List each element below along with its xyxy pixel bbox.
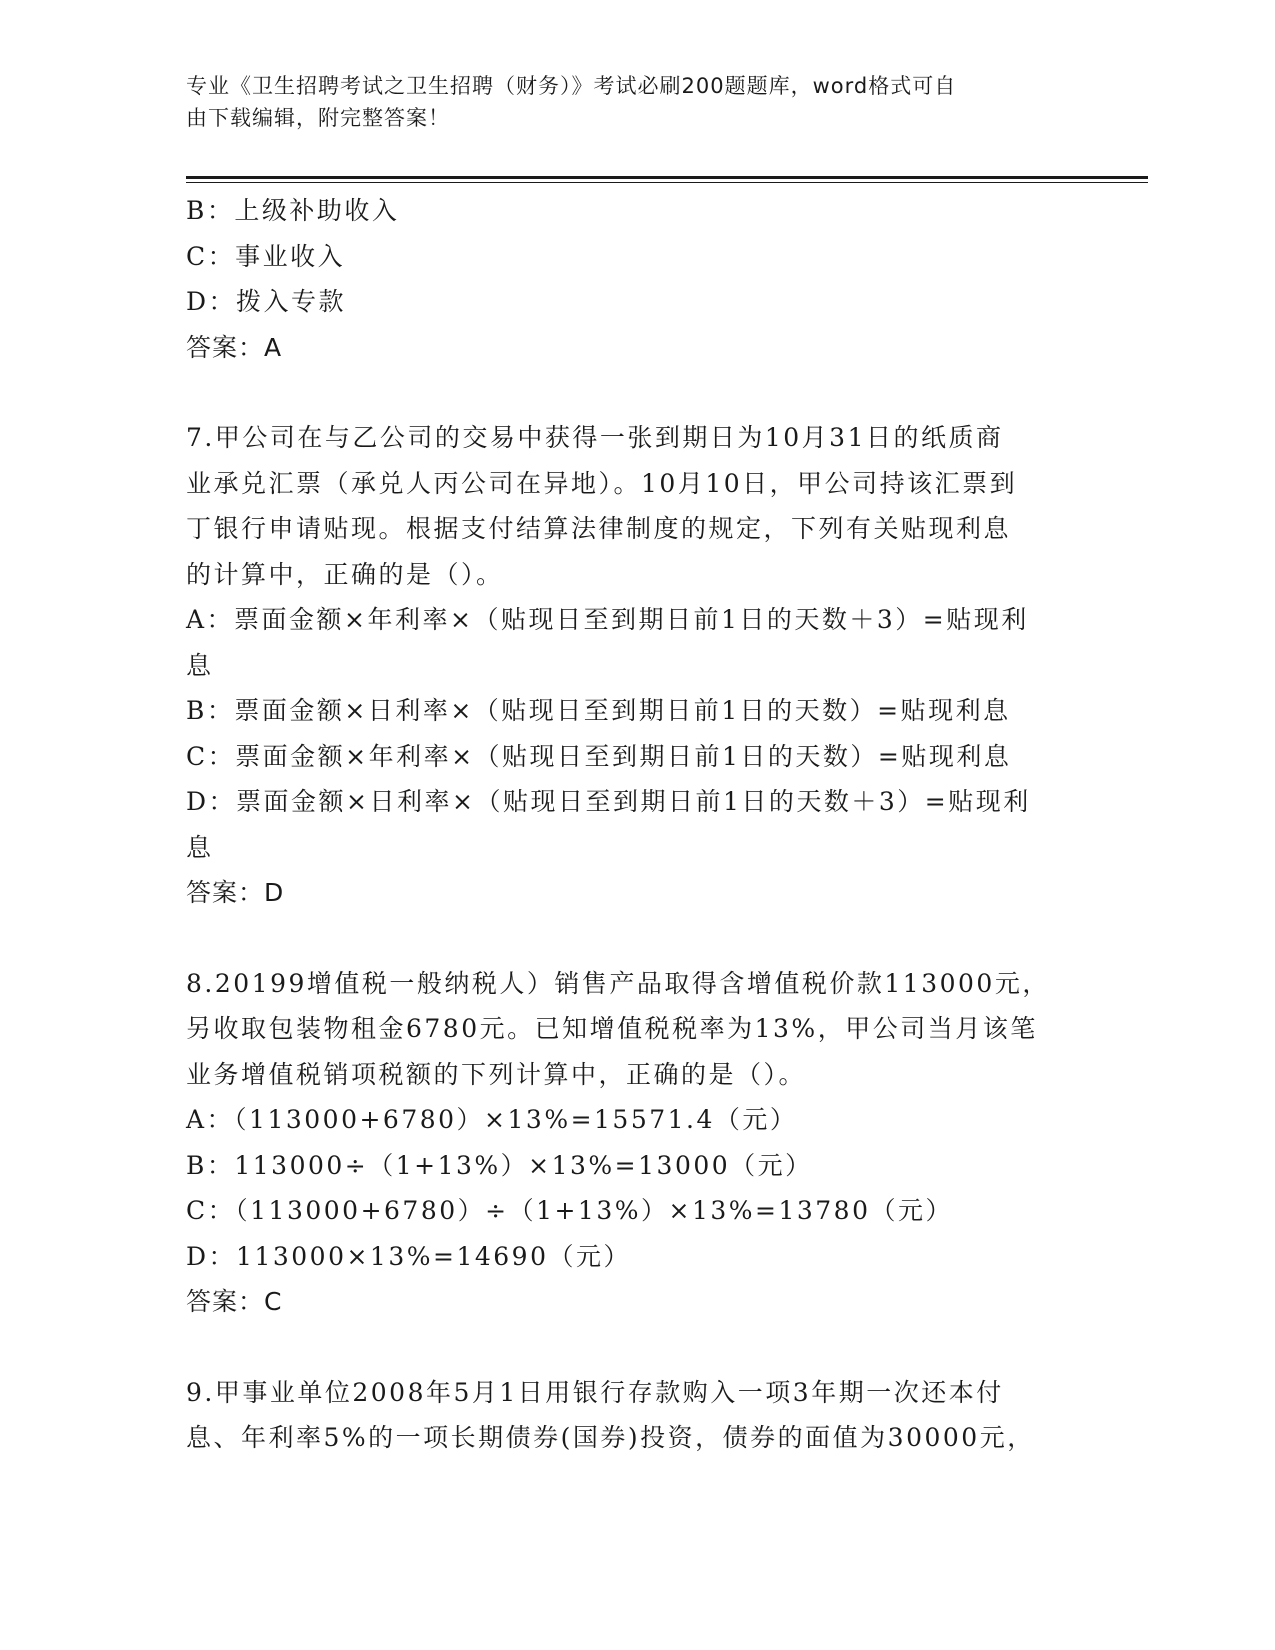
- option-b: B：113000÷（1+13%）×13%=13000（元）: [186, 1150, 813, 1180]
- option-c: C：事业收入: [186, 241, 346, 271]
- question-content: [186, 188, 1076, 1461]
- spacer: [186, 1325, 1076, 1370]
- option-a-cont: 息: [186, 650, 214, 680]
- answer: 答案：D: [186, 878, 285, 907]
- header-line-2: 由下载编辑，附完整答案！: [186, 106, 450, 130]
- option-b: B：上级补助收入: [186, 196, 400, 225]
- spacer: [186, 916, 1076, 961]
- header-divider-thin: [186, 182, 1148, 183]
- document-header: [186, 70, 1066, 134]
- answer: 答案：C: [186, 1287, 283, 1316]
- question-8: [186, 961, 1076, 1325]
- question-stem: 7.甲公司在与乙公司的交易中获得一张到期日为10月31日的纸质商: [186, 423, 1004, 452]
- option-c: C：（113000+6780）÷（1+13%）×13%=13780（元）: [186, 1196, 953, 1225]
- question-stem: 的计算中，正确的是（）。: [186, 559, 504, 589]
- option-d-cont: 息: [186, 832, 214, 862]
- question-stem: 业务增值税销项税额的下列计算中，正确的是（）。: [186, 1059, 807, 1089]
- question-9: [186, 1370, 1076, 1461]
- question-6-tail: [186, 188, 1076, 370]
- question-stem: 息、年利率5%的一项长期债券(国券)投资，债券的面值为30000元，: [186, 1423, 1035, 1452]
- option-d: D：票面金额×日利率×（贴现日至到期日前1日的天数＋3）=贴现利: [186, 787, 1031, 816]
- header-line-1: 专业《卫生招聘考试之卫生招聘（财务）》考试必刷200题题库，word格式可自: [186, 74, 957, 98]
- option-c: C：票面金额×年利率×（贴现日至到期日前1日的天数）=贴现利息: [186, 741, 1012, 771]
- option-a: A：（113000+6780）×13%=15571.4（元）: [186, 1105, 798, 1134]
- question-stem: 丁银行申请贴现。根据支付结算法律制度的规定，下列有关贴现利息: [186, 514, 1012, 543]
- option-b: B：票面金额×日利率×（贴现日至到期日前1日的天数）=贴现利息: [186, 696, 1011, 725]
- question-stem: 8.20199增值税一般纳税人）销售产品取得含增值税价款113000元，: [186, 968, 1050, 998]
- spacer: [186, 370, 1076, 415]
- option-d: D：113000×13%=14690（元）: [186, 1241, 631, 1271]
- header-divider-thick: [186, 176, 1148, 179]
- answer: 答案：A: [186, 332, 283, 362]
- question-stem: 另收取包装物租金6780元。已知增值税税率为13%，甲公司当月该笔: [186, 1014, 1038, 1043]
- option-d: D：拨入专款: [186, 287, 347, 316]
- question-stem: 业承兑汇票（承兑人丙公司在异地）。10月10日，甲公司持该汇票到: [186, 468, 1018, 498]
- question-7: [186, 415, 1076, 916]
- question-stem: 9.甲事业单位2008年5月1日用银行存款购入一项3年期一次还本付: [186, 1377, 1004, 1407]
- option-a: A：票面金额×年利率×（贴现日至到期日前1日的天数＋3）=贴现利: [186, 605, 1029, 634]
